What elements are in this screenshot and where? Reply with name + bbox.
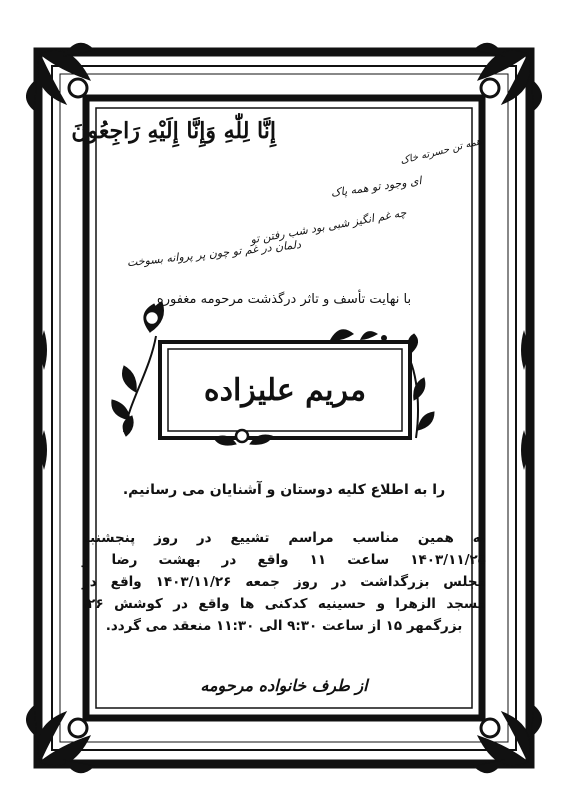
- deceased-name-box: [168, 349, 402, 431]
- family-signature: از طرف خانواده مرحومه: [200, 676, 368, 695]
- ceremony-line-3: مجلس بزرگداشت در روز جمعه ۱۴۰۳/۱۱/۲۶ واقع در: [82, 574, 486, 590]
- quran-verse-header: إِنَّا لِلّٰهِ وَإِنَّا إِلَيْهِ رَاجِعُونَ: [71, 118, 276, 144]
- ceremony-details: [82, 527, 486, 637]
- notification-text: را به اطلاع کلیه دوستان و آشنایان می رسانیم.: [122, 482, 446, 498]
- ceremony-line-4: مسجد الزهرا و حسینیه کدکنی ها واقع در کوشش ۲۶،: [82, 596, 486, 612]
- deceased-name: مریم علیزاده: [203, 372, 367, 408]
- ceremony-line-2: ۱۴۰۳/۱۱/۲۵ ساعت ۱۱ واقع در بهشت رضا و: [82, 552, 486, 568]
- intro-text: با نهایت تأسف و تاثر درگذشت مرحومه مغفوره: [156, 292, 412, 307]
- ceremony-line-1: به همین مناسب مراسم تشییع در روز پنجشنبه: [82, 530, 486, 546]
- poem-line-2: ای وجود تو همه پاک: [329, 174, 423, 200]
- ceremony-line-5: بزرگمهر ۱۵ از ساعت ۹:۳۰ الی ۱۱:۳۰ منعقد می گردد.: [105, 618, 463, 634]
- poem-line-1: همه تن حسرته خاک: [399, 136, 483, 167]
- poem-line-3: چه غم انگیز شبی بود شب رفتن تو: [249, 206, 408, 247]
- poem-line-4: دلمان در غم تو چون پر پروانه بسوخت: [126, 238, 302, 270]
